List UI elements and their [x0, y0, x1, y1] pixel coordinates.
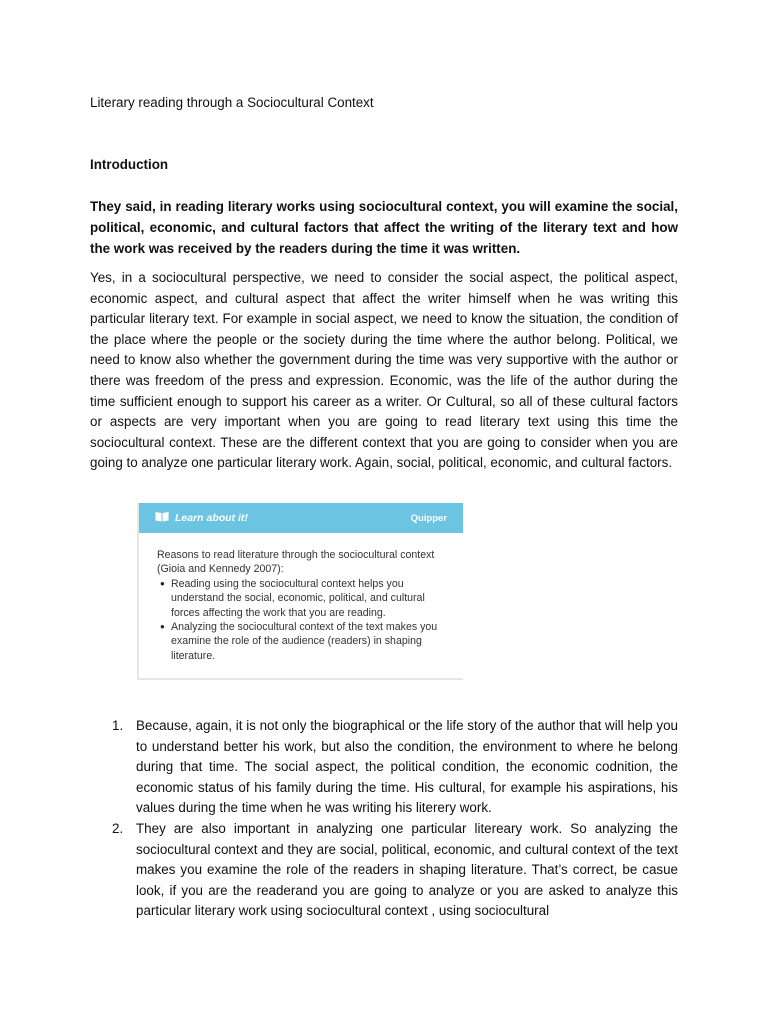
- list-item-text: Because, again, it is not only the biographical or the life story of the author that will help you to understand better his work, but also the condition, the environment to where he belong during that time. The social aspect, the political condition, the economic codnition, the economic status of his family during the time. His cultural, for example his aspirations, his values during the time when he was writing his literery work.: [136, 718, 678, 816]
- callout-intro: Reasons to read literature through the sociocultural context (Gioia and Kennedy 2007):: [157, 549, 435, 576]
- brand-logo: Quipper: [410, 512, 447, 524]
- callout-title: Learn about it!: [175, 512, 248, 524]
- list-item: [90, 819, 678, 922]
- callout-body: [139, 533, 463, 663]
- section-heading: Introduction: [90, 157, 169, 172]
- body-paragraph: Yes, in a sociocultural perspective, we need to consider the social aspect, the political aspect, economic aspect, and cultural aspect that affect the writer himself when he was writing this particular literary text. For example in social aspect, we need to know the situation, the condition of the place where the people or the society during the time where the author belong. Political, we need to know also whether the government during the time was very supportive with the author or there was freedom of the press and expression. Economic, was the life of the author during the time sufficient enough to support his career as a writer. Or Cultural, so all of these cultural factors or aspects are very important when you are going to read literary text using this time the sociocultural context. These are the different context that you are going to consider when you are going to analyze one particular literary work. Again, social, political, economic, and cultural factors.: [90, 270, 678, 471]
- callout-bullet: ● Reading using the sociocultural context helps you understand the social, economic, political, and cultural forces affecting the work that you are reading.: [157, 577, 447, 620]
- book-icon: [155, 509, 169, 527]
- list-item: [90, 716, 678, 819]
- lead-paragraph: They said, in reading literary works using sociocultural context, you will examine the social, political, economic, and cultural factors that affect the writing of the literary text and how the work was received by the readers during the time it was written.: [90, 199, 678, 256]
- callout-bullet: ● Analyzing the sociocultural context of the text makes you examine the role of the audience (readers) in shaping literature.: [157, 620, 447, 663]
- document-title: Literary reading through a Sociocultural Context: [90, 95, 374, 110]
- list-number: 1.: [112, 718, 124, 733]
- list-number: 2.: [112, 820, 124, 836]
- numbered-list: [90, 716, 678, 922]
- list-item-text: They are also important in analyzing one particular litereary work. So analyzing the sociocultural context and they are social, political, economic, and cultural context of the text makes you examine the role of the readers in shaping literature. That’s correct, be casue look, if you are the readerand you are going to analyze or you are asked to analyze this particular literary work using sociocultural context , using sociocultural: [136, 820, 678, 919]
- callout-bullet-list: [157, 577, 447, 663]
- callout-header: [139, 503, 463, 533]
- learn-about-it-callout: [137, 503, 463, 680]
